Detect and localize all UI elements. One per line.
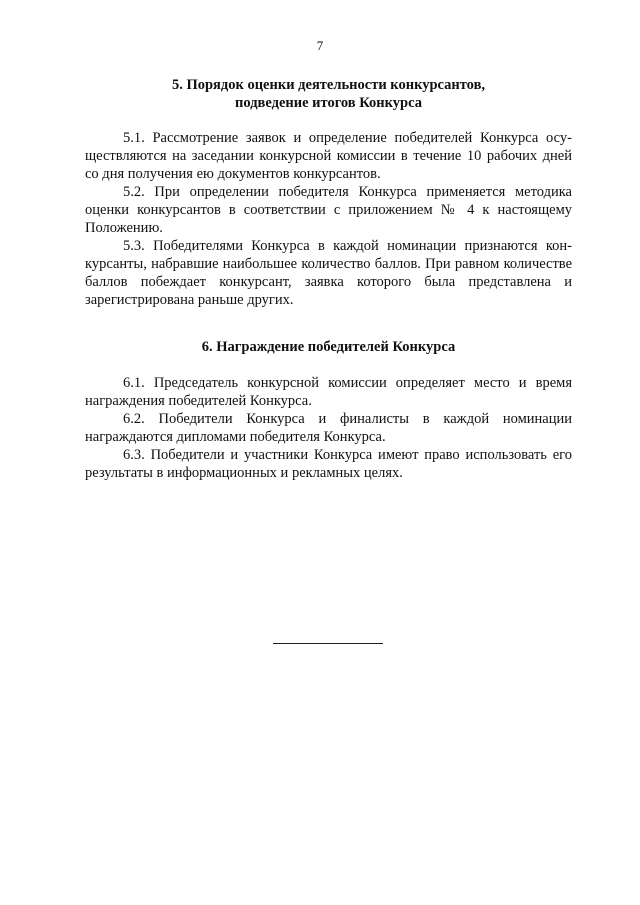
section-5-heading-line-2: подведение итогов Конкурса [235,95,422,111]
section-6-heading [85,338,572,356]
section-5-body [85,129,572,309]
paragraph-6-1: 6.1. Председатель конкурсной комиссии определяет место и время награждения победителей Конкурса. [85,375,572,409]
paragraph-5-2: 5.2. При определении победителя Конкурса применяется методика оценки конкурсантов в соответствии с приложением № 4 к настоящему Положению. [85,184,572,236]
section-5-heading [85,76,572,112]
paragraph-6-3: 6.3. Победители и участники Конкурса имеют право использовать его результаты в информационных и рекламных целях. [85,447,572,481]
section-5 [85,76,572,309]
page-number: 7 [316,38,324,53]
paragraph-6-2: 6.2. Победители Конкурса и финалисты в каждой номинации награждаются дипломами победителя Конкурса. [85,411,572,445]
section-6-body [85,374,572,482]
section-5-heading-line-1: 5. Порядок оценки деятельности конкурсантов, [171,77,486,93]
section-6-heading-line-1: 6. Награждение победителей Конкурса [201,339,456,355]
end-of-document-rule [273,643,383,644]
paragraph-5-3: 5.3. Победителями Конкурса в каждой номинации признаются конкурсанты, набравшие наибольшее количество баллов. При равном количестве баллов побеждает конкурсант, заявка которого была представлена и зарегистрирована раньше других. [85,238,572,308]
section-6 [85,338,572,482]
paragraph-5-1: 5.1. Рассмотрение заявок и определение победителей Конкурса осуществляются на заседании конкурсной комиссии в течение 10 рабочих дней со дня получения ею документов конкурсантов. [85,130,572,182]
